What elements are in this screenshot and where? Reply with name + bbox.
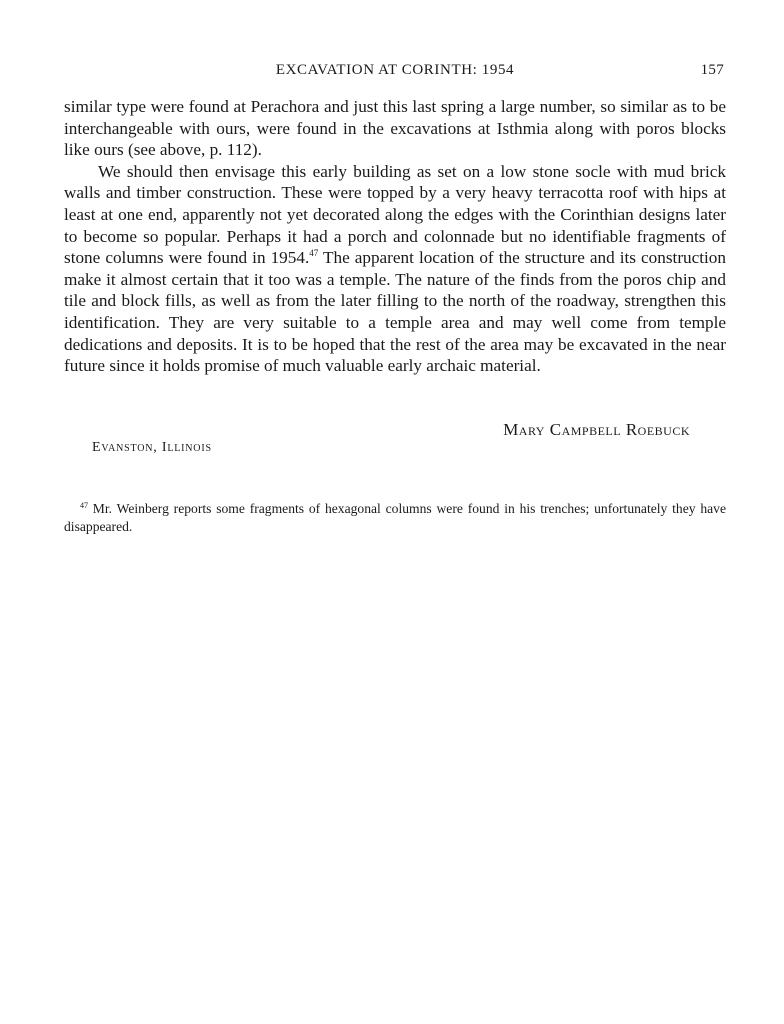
running-title: EXCAVATION AT CORINTH: 1954: [275, 62, 515, 78]
footnote-text: Mr. Weinberg reports some fragments of hexagonal columns were found in his trenches; unfortunately they have disappeared.: [64, 501, 726, 534]
page-number: 157: [700, 62, 724, 78]
paragraph-1: similar type were found at Perachora and just this last spring a large number, so similar as to be interchangeable with ours, were found in the excavations at Isthmia along with poros blocks like ours (see above, p. 112).: [64, 97, 726, 160]
paragraph-2-text-b: The apparent location of the structure and its construction make it almost certain that it too was a temple. The nature of the finds from the poros chip and tile and block fills, as well as from the later filling to the north of the roadway, strengthen this identification. They are very suitable to a temple area and may well come from temple dedications and deposits. It is to be hoped that the rest of the area may be excavated in the near future since it holds promise of much valuable early archaic material.: [64, 248, 726, 376]
paragraph-2-text-a: We should then envisage this early building as set on a low stone socle with mud brick walls and timber construction. These were topped by a very heavy terracotta roof with hips at least at one end, apparently not yet decorated along the edges with the Corinthian designs later to become so popular. Perhaps it had a porch and colonnade but no identifiable fragments of stone columns were found in 1954.: [64, 161, 726, 268]
article-body: [64, 96, 726, 377]
running-head: [64, 62, 726, 82]
author-name: Mary Campbell Roebuck: [503, 420, 690, 439]
footnote-number: 47: [80, 501, 88, 510]
footnote: [64, 500, 726, 536]
paragraph-2: [64, 161, 726, 377]
footnote-item: [64, 500, 726, 536]
author-affiliation: Evanston, Illinois: [92, 440, 212, 455]
footnote-reference[interactable]: 47: [309, 248, 319, 259]
